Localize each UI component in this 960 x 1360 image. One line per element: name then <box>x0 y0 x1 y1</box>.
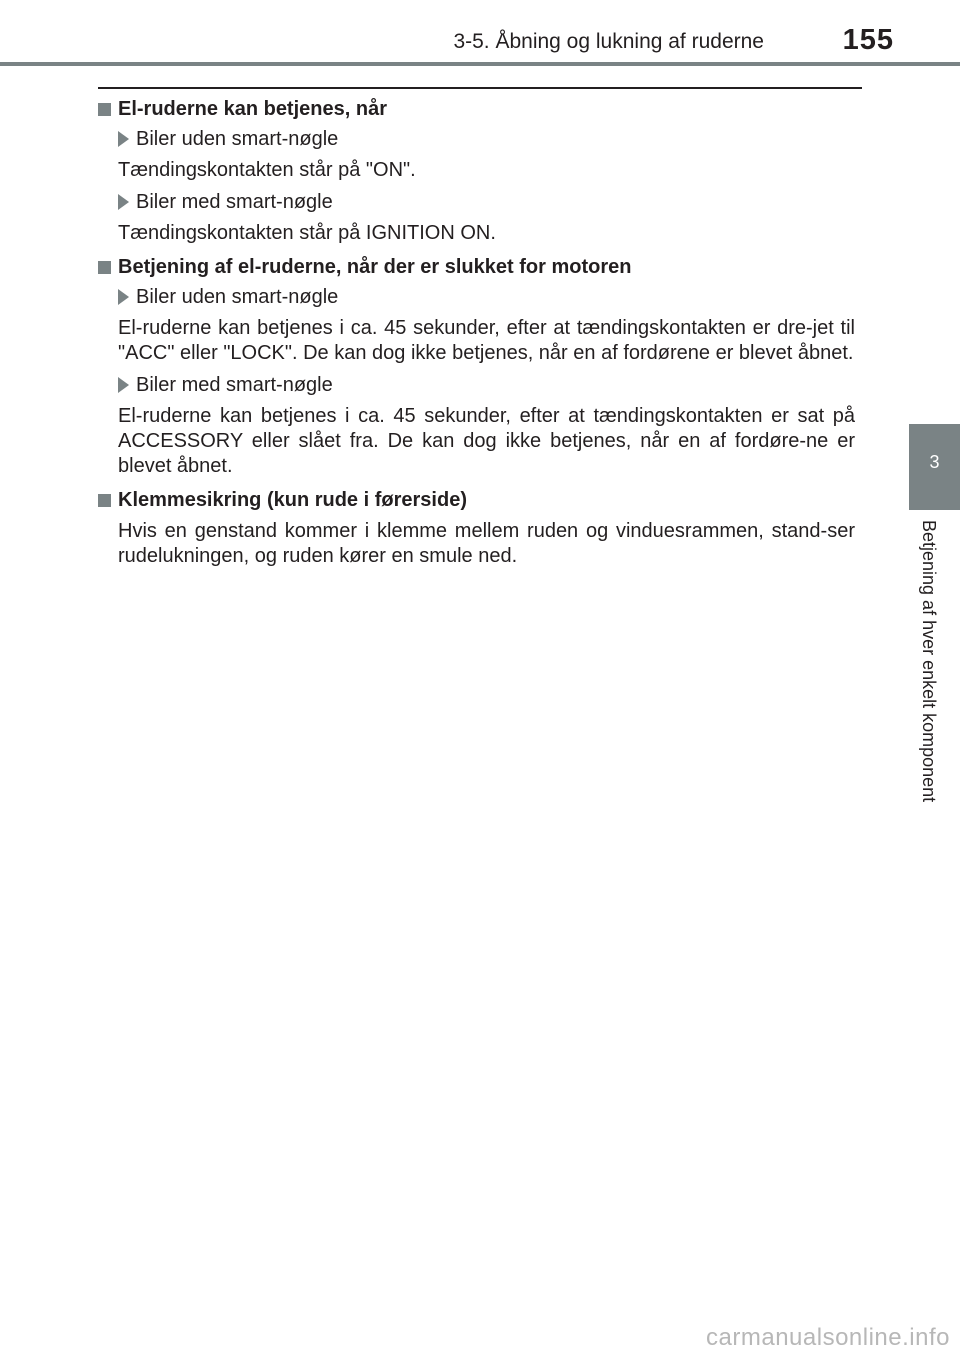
watermark: carmanualsonline.info <box>706 1324 950 1351</box>
header-divider <box>0 62 960 66</box>
chapter-title-vertical: Betjening af hver enkelt komponent <box>919 520 939 803</box>
section-heading-text: El-ruderne kan betjenes, når <box>118 97 387 120</box>
subheading-text: Biler med smart-nøgle <box>136 373 333 396</box>
subheading <box>118 282 855 312</box>
square-bullet-icon <box>98 261 111 274</box>
square-bullet-icon <box>98 103 111 116</box>
triangle-bullet-icon <box>118 194 129 210</box>
paragraph: Tændingskontakten står på "ON". <box>118 159 416 181</box>
chapter-tab <box>909 424 960 510</box>
paragraph: El-ruderne kan betjenes i ca. 45 sekunder, efter at tændingskontakten er sat på ACCESSORY eller slået fra. De kan dog ikke betjenes, når en af fordøre-ne er blevet åbnet. <box>118 405 855 477</box>
square-bullet-icon <box>98 494 111 507</box>
subheading-text: Biler med smart-nøgle <box>136 190 333 213</box>
paragraph: Tændingskontakten står på IGNITION ON. <box>118 222 496 244</box>
page-header <box>0 0 960 72</box>
subheading <box>118 124 855 154</box>
subheading-text: Biler uden smart-nøgle <box>136 285 339 308</box>
paragraph: Hvis en genstand kommer i klemme mellem ruden og vinduesrammen, stand-ser rudelukningen, og ruden kører en smule ned. <box>118 520 855 567</box>
subheading <box>118 187 855 217</box>
section-heading <box>98 252 855 282</box>
section-operation-after-engine-off <box>98 252 855 483</box>
section-heading <box>98 94 855 124</box>
page-number: 155 <box>842 24 894 56</box>
section-heading <box>98 485 855 515</box>
main-content <box>98 92 855 573</box>
chapter-number: 3 <box>929 452 940 472</box>
triangle-bullet-icon <box>118 131 129 147</box>
paragraph: El-ruderne kan betjenes i ca. 45 sekunder, efter at tændingskontakten er dre-jet til "ACC" eller "LOCK". De kan dog ikke betjenes, når en af fordørene er blevet åbnet. <box>118 317 855 364</box>
section-jam-protection <box>98 485 855 573</box>
section-title-header: 3-5. Åbning og lukning af ruderne <box>453 30 764 53</box>
section-heading-text: Betjening af el-ruderne, når der er slukket for motoren <box>118 255 632 278</box>
triangle-bullet-icon <box>118 289 129 305</box>
section-power-window-conditions <box>98 94 855 250</box>
section-heading-text: Klemmesikring (kun rude i førerside) <box>118 488 467 511</box>
triangle-bullet-icon <box>118 377 129 393</box>
content-divider <box>98 87 862 89</box>
subheading <box>118 370 855 400</box>
subheading-text: Biler uden smart-nøgle <box>136 127 339 150</box>
